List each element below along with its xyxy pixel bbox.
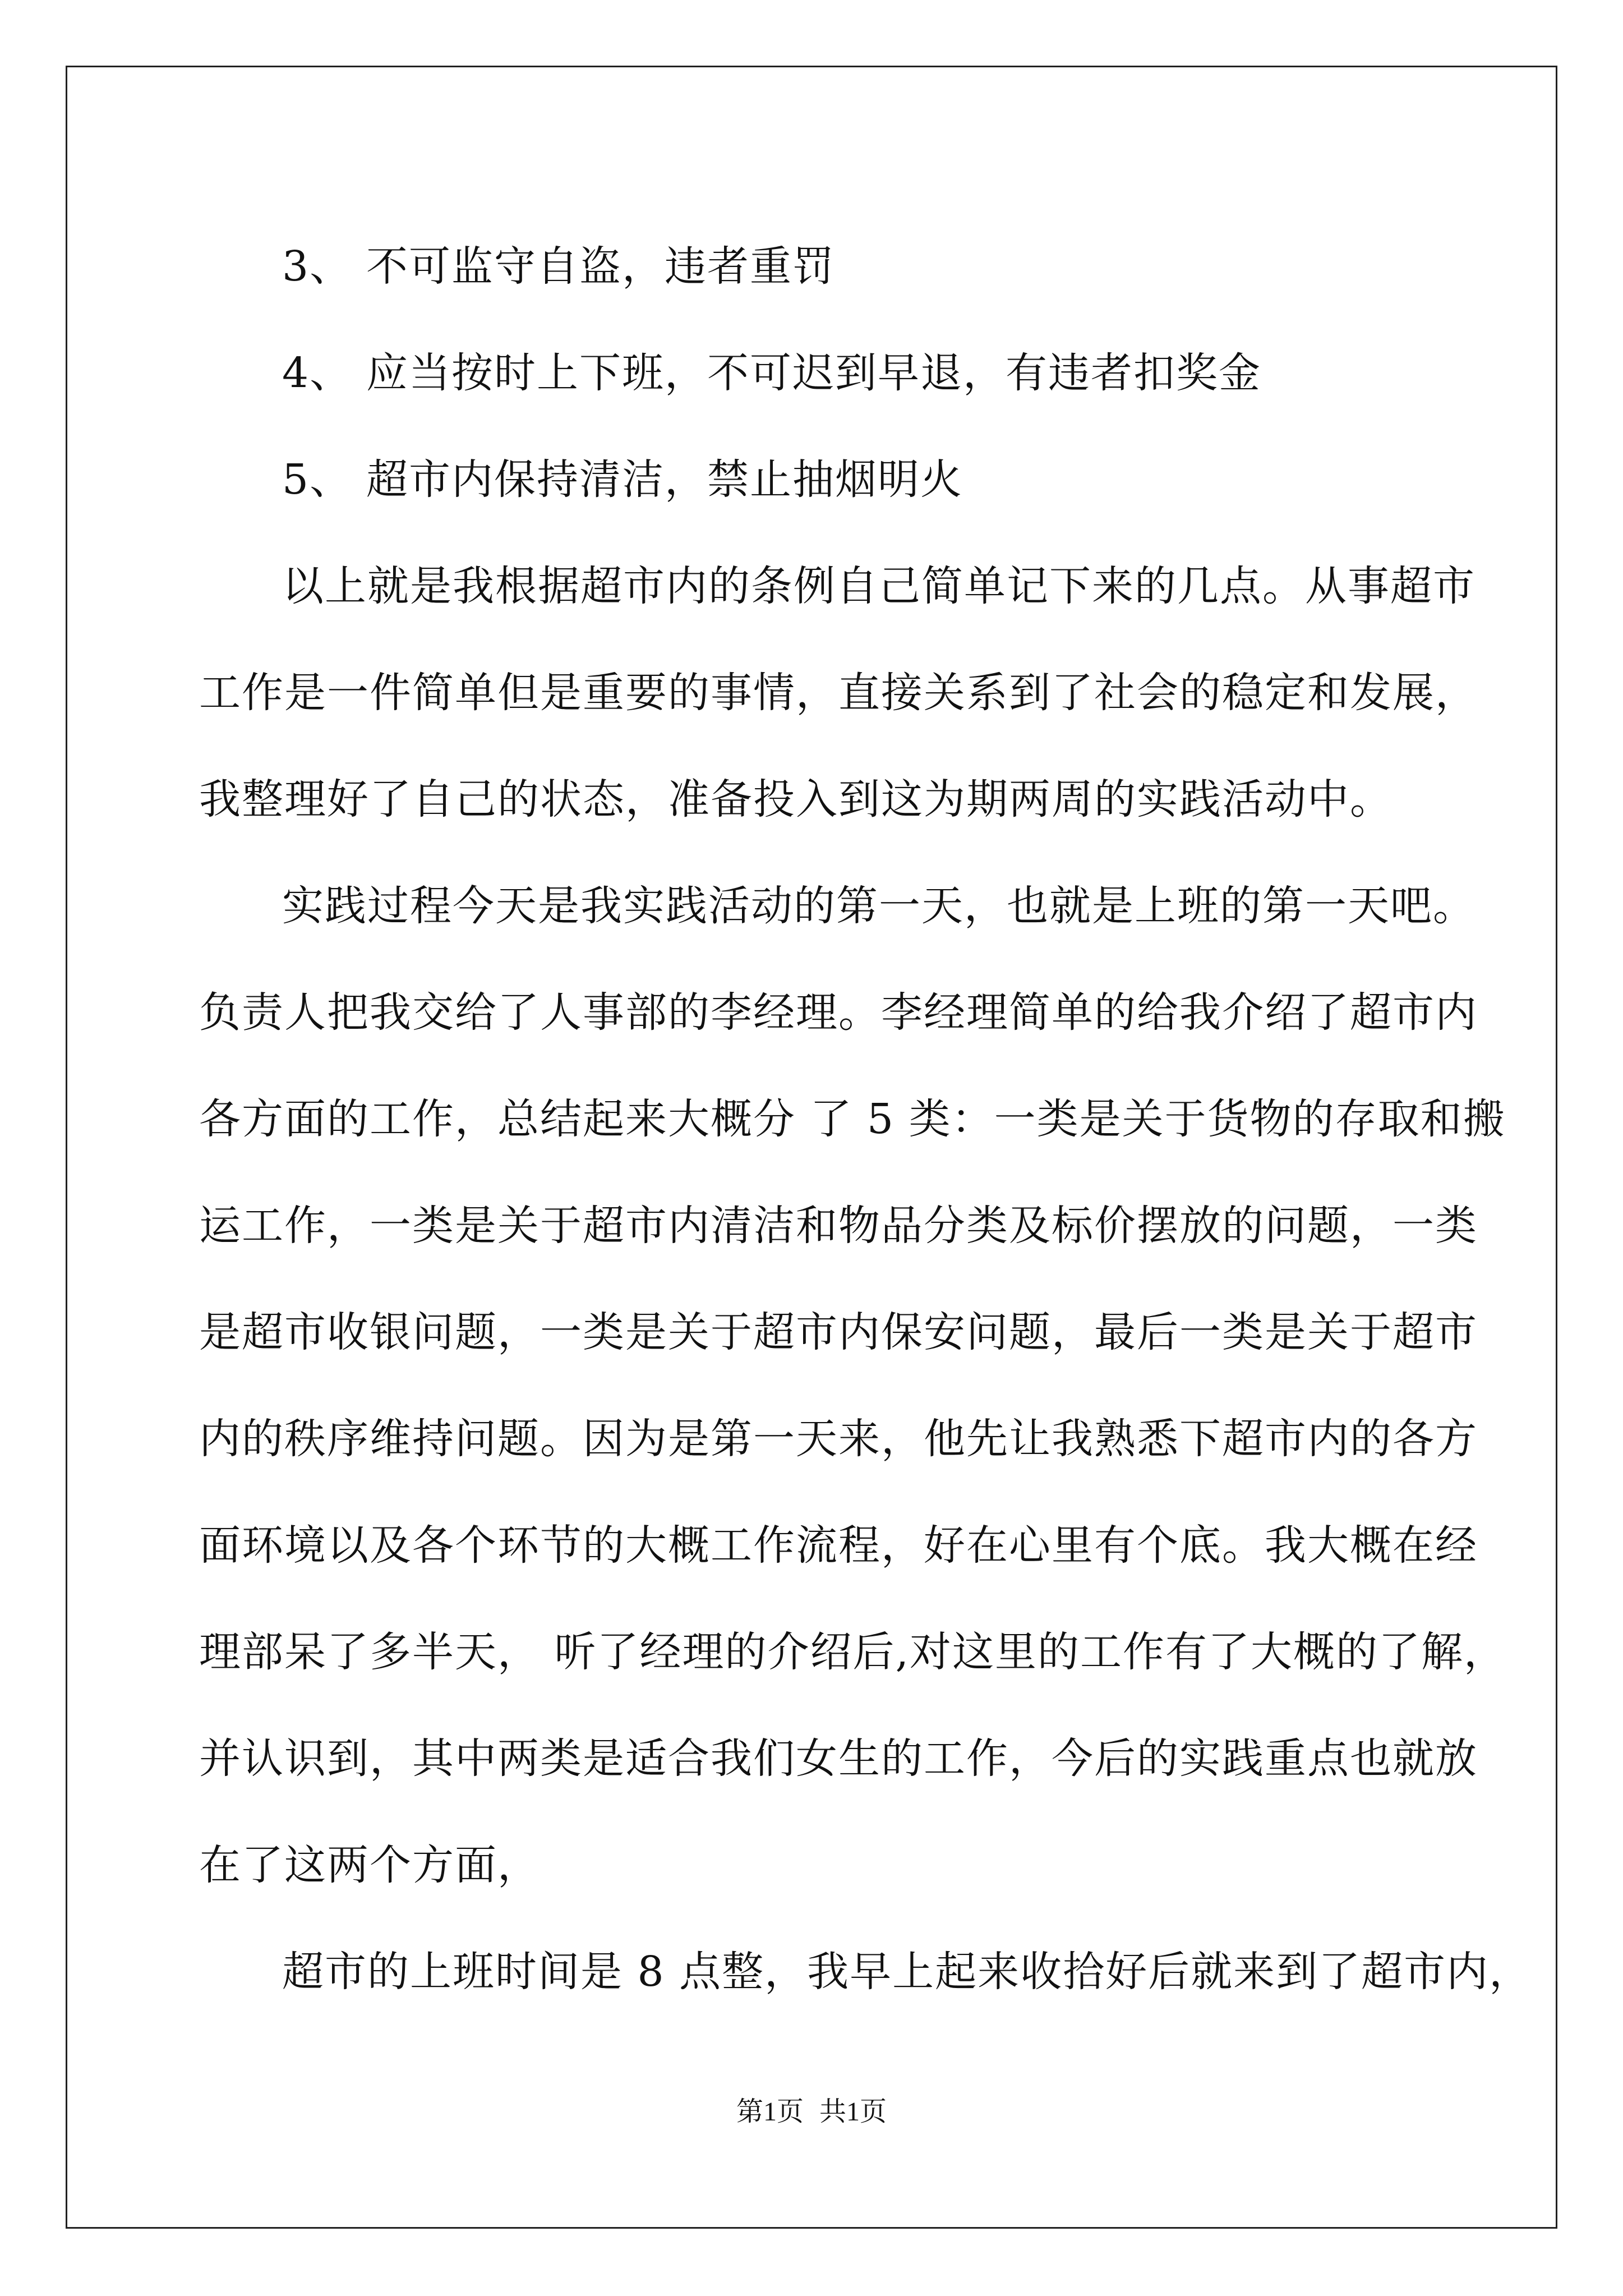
page-footer	[0, 2095, 1623, 2129]
list-text: 应当按时上下班，不可迟到早退，有违者扣奖金	[366, 349, 1261, 397]
paragraph-line: 内的秩序维持问题。因为是第一天来，他先让我熟悉下超市内的各方	[199, 1415, 1478, 1463]
document-body	[199, 213, 1532, 2025]
list-text: 超市内保持清洁，禁止抽烟明火	[366, 455, 963, 504]
paragraph-line: 面环境以及各个环节的大概工作流程，好在心里有个底。我大概在经	[199, 1521, 1478, 1570]
paragraph-line: 工作是一件简单但是重要的事情，直接关系到了社会的稳定和发展，	[199, 669, 1478, 717]
paragraph	[199, 1918, 1532, 2025]
paragraph-line: 实践过程今天是我实践活动的第一天，也就是上班的第一天吧。	[282, 882, 1476, 930]
paragraph-line: 我整理好了自己的状态，准备投入到这为期两周的实践活动中。	[199, 775, 1393, 823]
list-number: 3、	[282, 242, 353, 291]
page-number: 第1页	[736, 2097, 804, 2127]
list-number: 4、	[282, 349, 353, 397]
paragraph-line: 理部呆了多半天， 听了经理的介绍后,对这里的工作有了大概的了解，	[199, 1628, 1507, 1676]
list-item	[199, 320, 1433, 426]
paragraph-line: 以上就是我根据超市内的条例自己简单记下来的几点。从事超市	[282, 562, 1476, 610]
list-number: 5、	[282, 455, 353, 504]
paragraph-line: 并认识到，其中两类是适合我们女生的工作，今后的实践重点也就放	[199, 1734, 1478, 1783]
paragraph-line: 在了这两个方面，	[199, 1841, 540, 1889]
paragraph-line: 是超市收银问题，一类是关于超市内保安问题，最后一类是关于超市	[199, 1308, 1478, 1356]
page-total: 共1页	[819, 2097, 887, 2127]
paragraph-line: 各方面的工作，总结起来大概分 了 5 类：一类是关于货物的存取和搬	[199, 1095, 1506, 1143]
paragraph-line: 运工作，一类是关于超市内清洁和物品分类及标价摆放的问题，一类	[199, 1202, 1478, 1250]
list-text: 不可监守自盗，违者重罚	[366, 242, 835, 291]
paragraph	[199, 533, 1478, 853]
paragraph-line: 超市的上班时间是 8 点整，我早上起来收拾好后就来到了超市内，	[282, 1948, 1532, 1996]
list-item	[199, 426, 1433, 533]
paragraph	[199, 853, 1507, 1918]
list-item	[199, 213, 1433, 320]
paragraph-line: 负责人把我交给了人事部的李经理。李经理简单的给我介绍了超市内	[199, 988, 1478, 1037]
